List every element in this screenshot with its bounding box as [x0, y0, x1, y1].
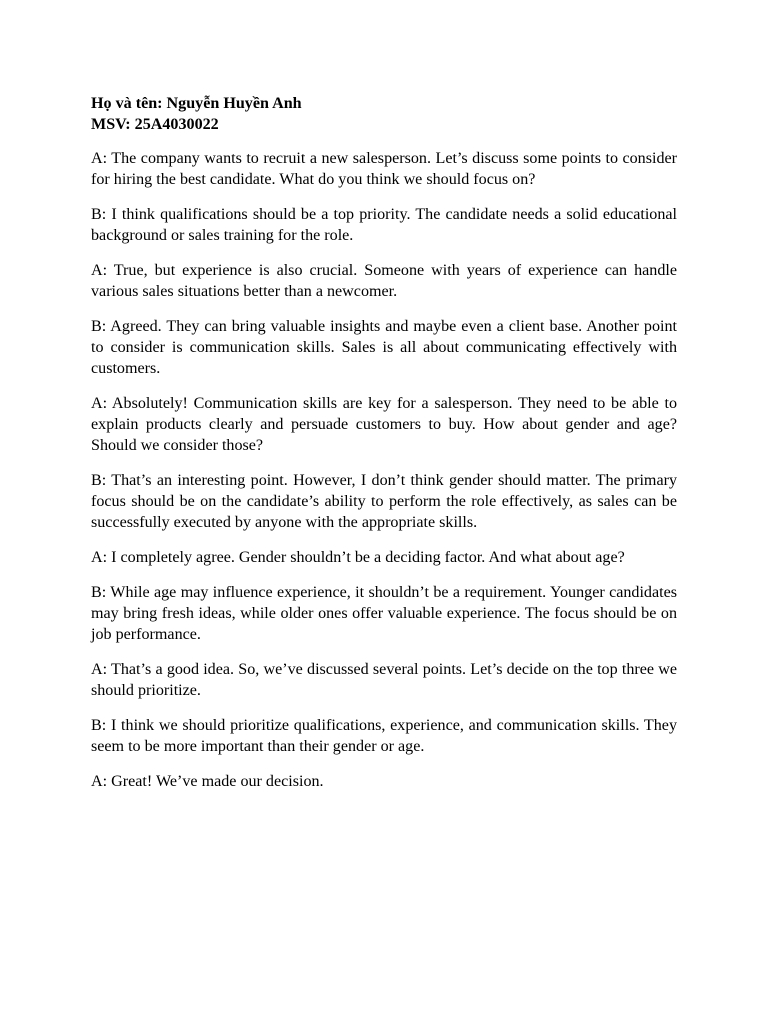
dialogue-paragraph: A: The company wants to recruit a new salesperson. Let’s discuss some points to consider for hiring the best candidate. What do you think we should focus on?: [91, 150, 677, 188]
dialogue-paragraph: B: That’s an interesting point. However, I don’t think gender should matter. The primary focus should be on the candidate’s ability to perform the role effectively, as sales can be successfully executed by anyone with the appropriate skills.: [91, 472, 677, 531]
document-page: [91, 93, 677, 806]
dialogue-paragraph: B: I think qualifications should be a top priority. The candidate needs a solid educational background or sales training for the role.: [91, 206, 677, 244]
dialogue-paragraph: B: Agreed. They can bring valuable insights and maybe even a client base. Another point to consider is communication skills. Sales is all about communicating effectively with customers.: [91, 318, 677, 377]
dialogue-paragraph: B: I think we should prioritize qualifications, experience, and communication skills. They seem to be more important than their gender or age.: [91, 717, 677, 755]
dialogue-paragraph: A: Great! We’ve made our decision.: [91, 773, 324, 790]
document-header: [91, 93, 677, 135]
dialogue-paragraph: A: True, but experience is also crucial. Someone with years of experience can handle various sales situations better than a newcomer.: [91, 262, 677, 300]
student-id: MSV: 25A4030022: [91, 116, 219, 133]
student-name: Họ và tên: Nguyễn Huyền Anh: [91, 95, 302, 112]
dialogue-paragraph: B: While age may influence experience, it shouldn’t be a requirement. Younger candidates may bring fresh ideas, while older ones offer valuable experience. The focus should be on job performance.: [91, 584, 677, 643]
dialogue-paragraph: A: That’s a good idea. So, we’ve discussed several points. Let’s decide on the top three we should prioritize.: [91, 661, 677, 699]
dialogue-paragraph: A: I completely agree. Gender shouldn’t be a deciding factor. And what about age?: [91, 549, 625, 566]
dialogue-paragraph: A: Absolutely! Communication skills are key for a salesperson. They need to be able to explain products clearly and persuade customers to buy. How about gender and age? Should we consider those?: [91, 395, 677, 454]
